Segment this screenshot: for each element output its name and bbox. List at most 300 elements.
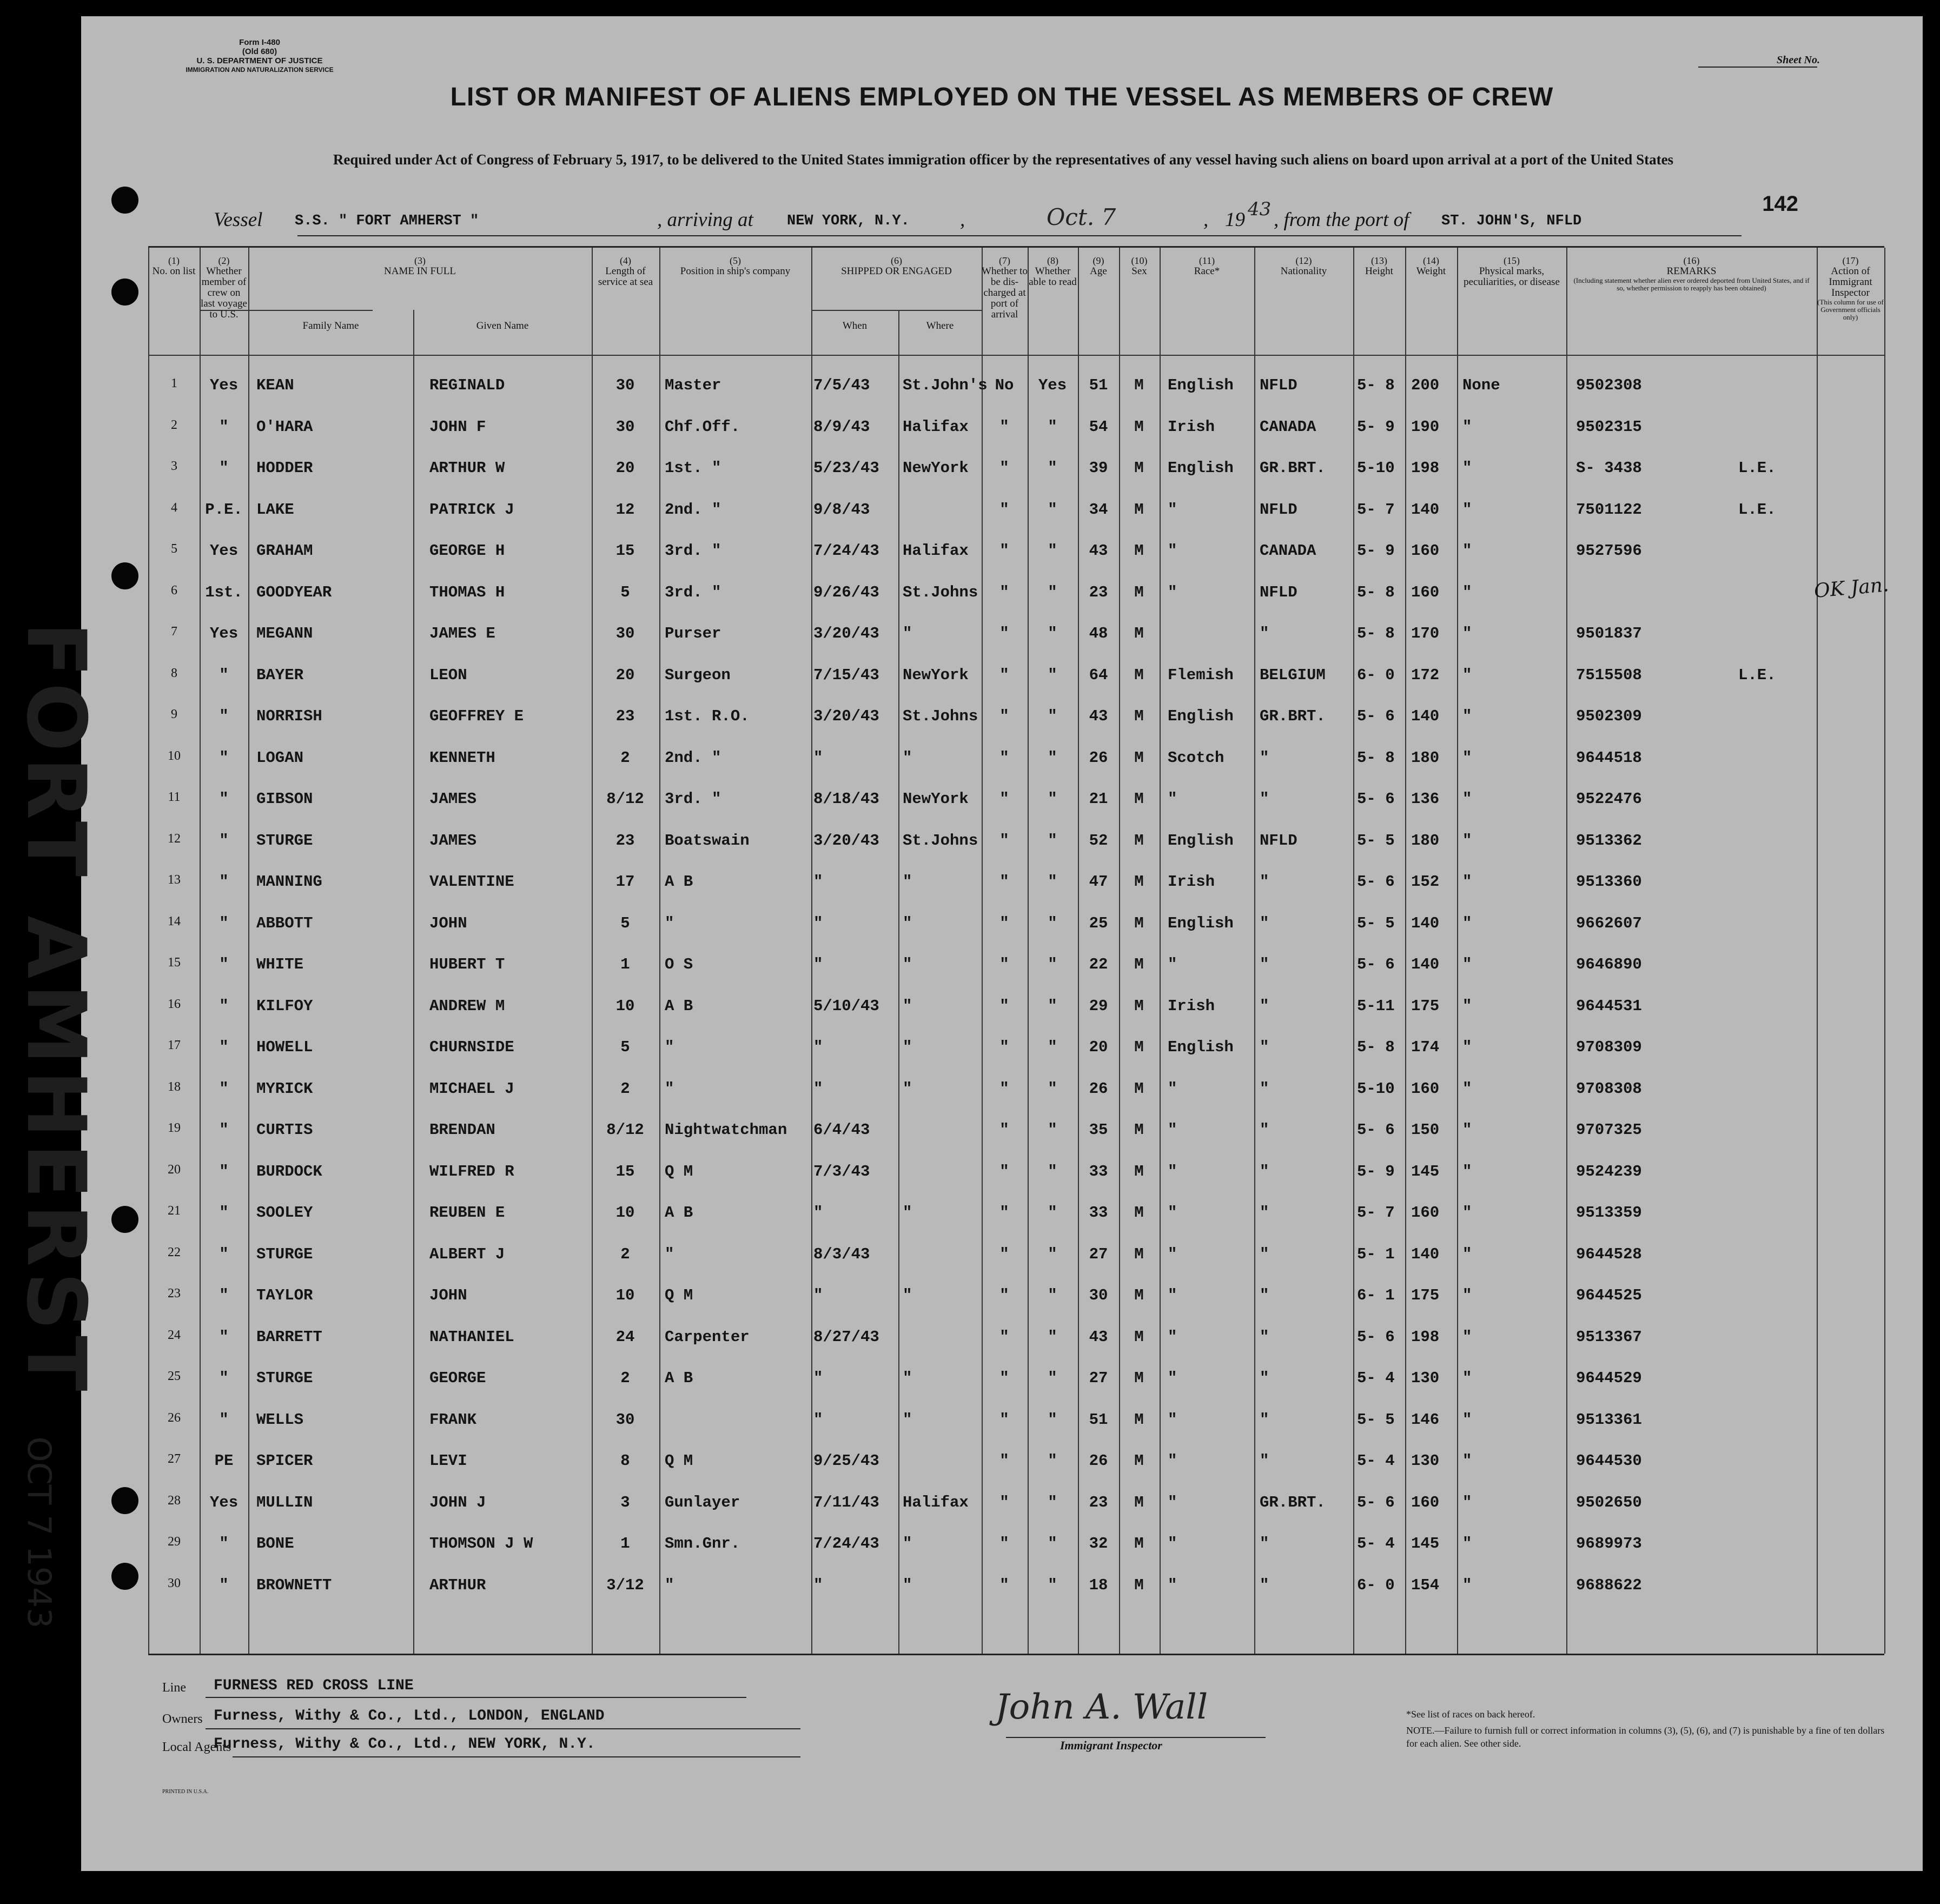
cell-read: " [1048, 1369, 1057, 1387]
cell-remarks: 9644518 [1576, 748, 1642, 767]
cell-last: 1st. [205, 583, 243, 601]
cell-no: 15 [168, 956, 181, 970]
cell-age: 33 [1089, 1204, 1108, 1222]
cell-age: 43 [1089, 542, 1108, 560]
cell-where: " [903, 1410, 912, 1429]
cell-when: 7/24/43 [813, 1535, 879, 1553]
cell-when: " [813, 748, 823, 767]
cell-sex: M [1134, 666, 1144, 684]
cell-marks: " [1462, 1535, 1472, 1553]
crew-row [148, 738, 1884, 779]
cell-given: ANDREW M [429, 997, 505, 1015]
cell-when: 7/15/43 [813, 666, 879, 684]
cell-disch: " [999, 1079, 1009, 1098]
cell-weight: 145 [1411, 1162, 1440, 1180]
cell-marks: " [1462, 1410, 1472, 1429]
cell-disch: " [999, 459, 1009, 477]
cell-last: " [219, 1286, 229, 1304]
cell-weight: 198 [1411, 1328, 1440, 1346]
cell-height: 5- 4 [1357, 1535, 1395, 1553]
cell-where: " [903, 1286, 912, 1304]
cell-race: " [1168, 1535, 1177, 1553]
cell-service: 2 [620, 1079, 630, 1098]
cell-sex: M [1134, 625, 1144, 642]
cell-given: JOHN [429, 1286, 467, 1304]
cell-marks: " [1462, 583, 1472, 601]
cell-no: 14 [168, 914, 181, 928]
cell-service: 3/12 [606, 1576, 644, 1594]
crew-row [148, 1358, 1884, 1399]
cell-given: PATRICK J [429, 500, 514, 519]
cell-no: 18 [168, 1079, 181, 1094]
cell-no: 9 [171, 707, 177, 721]
cell-service: 15 [615, 542, 635, 560]
cell-read: " [1048, 1162, 1057, 1180]
cell-family: GOODYEAR [256, 583, 332, 601]
cell-no: 11 [168, 790, 181, 804]
cell-weight: 140 [1411, 956, 1440, 973]
cell-position: A B [665, 1369, 693, 1387]
cell-family: CURTIS [256, 1121, 313, 1139]
cell-sex: M [1134, 707, 1144, 725]
cell-last: " [219, 666, 229, 684]
cell-marks: " [1462, 500, 1472, 519]
cell-given: REUBEN E [429, 1204, 505, 1222]
col-head-given-name: Given Name [476, 320, 529, 331]
cell-family: STURGE [256, 1245, 313, 1263]
cell-no: 21 [168, 1204, 181, 1218]
crew-row [148, 779, 1884, 820]
owners-value: Furness, Withy & Co., Ltd., LONDON, ENGLAND [214, 1708, 605, 1724]
cell-weight: 180 [1411, 748, 1440, 767]
cell-family: MYRICK [256, 1079, 313, 1098]
cell-when: 8/18/43 [813, 790, 879, 808]
cell-disch: " [999, 873, 1009, 891]
cell-race: " [1168, 1286, 1177, 1304]
col-head-family-name: Family Name [302, 320, 359, 331]
cell-height: 5- 8 [1357, 376, 1395, 394]
cell-last: " [219, 1535, 229, 1553]
crew-row [148, 904, 1884, 944]
cell-marks: " [1462, 1452, 1472, 1470]
cell-last: " [219, 956, 229, 973]
cell-position: Carpenter [665, 1328, 750, 1346]
cell-given: THOMAS H [429, 583, 505, 601]
cell-position: Q M [665, 1162, 693, 1180]
cell-marks: " [1462, 956, 1472, 973]
col-head-name: (3) NAME IN FULL [384, 255, 456, 277]
col-head-sex: (10) Sex [1131, 255, 1148, 277]
crew-row [148, 1193, 1884, 1233]
cell-weight: 152 [1411, 873, 1440, 891]
cell-remarks: 9513362 [1576, 831, 1642, 850]
cell-weight: 172 [1411, 666, 1440, 684]
crew-row [148, 945, 1884, 985]
cell-where: " [903, 1038, 912, 1056]
fine-note: NOTE.—Failure to furnish full or correct information in columns (3), (5), (6), and (7) is punishable by a fine of ten dollars for each alien. See other side. [1406, 1725, 1885, 1749]
year-prefix: 19 [1225, 209, 1245, 231]
cell-race: Flemish [1168, 666, 1234, 684]
cell-nat: " [1260, 1369, 1269, 1387]
cell-position: 2nd. " [665, 748, 721, 767]
cell-family: HOWELL [256, 1038, 313, 1056]
cell-marks: " [1462, 1162, 1472, 1180]
cell-sex: M [1134, 956, 1144, 973]
cell-disch: " [999, 1245, 1009, 1263]
cell-height: 5- 6 [1357, 790, 1395, 808]
cell-disch: " [999, 542, 1009, 560]
cell-service: 23 [615, 831, 635, 850]
cell-no: 23 [168, 1286, 181, 1301]
cell-position: A B [665, 1204, 693, 1222]
crew-row [148, 1400, 1884, 1441]
sheet-number-stamp: 142 [1762, 192, 1798, 216]
cell-position: Chf.Off. [665, 417, 740, 436]
cell-last: " [219, 1576, 229, 1594]
cell-marks: " [1462, 1576, 1472, 1594]
cell-last: Yes [209, 376, 239, 394]
cell-remarks: 9644525 [1576, 1286, 1642, 1304]
cell-race: " [1168, 1452, 1177, 1470]
cell-when: " [813, 1576, 823, 1594]
cell-remarks: 9522476 [1576, 790, 1642, 808]
cell-service: 15 [615, 1162, 635, 1180]
cell-when: 9/8/43 [813, 500, 870, 519]
crew-row [148, 696, 1884, 737]
cell-nat: " [1260, 1328, 1269, 1346]
cell-marks: " [1462, 997, 1472, 1015]
crew-row [148, 614, 1884, 654]
cell-remarks: 9513361 [1576, 1410, 1642, 1429]
cell-where: Halifax [903, 542, 969, 560]
cell-sex: M [1134, 376, 1144, 394]
cell-sex: M [1134, 1121, 1144, 1139]
service-name: IMMIGRATION AND NATURALIZATION SERVICE [186, 66, 334, 74]
cell-read: " [1048, 1452, 1057, 1470]
cell-disch: " [999, 500, 1009, 519]
cell-when: 7/24/43 [813, 542, 879, 560]
cell-last: " [219, 1328, 229, 1346]
cell-remarks2: L.E. [1738, 459, 1776, 477]
cell-sex: M [1134, 1038, 1144, 1056]
cell-sex: M [1134, 997, 1144, 1015]
cell-sex: M [1134, 1535, 1144, 1553]
cell-age: 29 [1089, 997, 1108, 1015]
cell-age: 34 [1089, 500, 1108, 519]
stamp-date: OCT 7 1943 [20, 1436, 58, 1629]
cell-remarks: 9662607 [1576, 914, 1642, 932]
col-head-remarks: (16) REMARKS (Including statement whether alien ever ordered deported from United States, and if so, whether permission to reapply has been obtained) [1573, 255, 1810, 292]
col-head-no: (1) No. on list [152, 255, 196, 277]
cell-no: 3 [171, 459, 177, 473]
crew-row [148, 1483, 1884, 1523]
cell-age: 52 [1089, 831, 1108, 850]
cell-height: 5- 1 [1357, 1245, 1395, 1263]
cell-nat: " [1260, 1286, 1269, 1304]
cell-given: WILFRED R [429, 1162, 514, 1180]
cell-where: " [903, 1576, 912, 1594]
cell-height: 5- 7 [1357, 500, 1395, 519]
cell-remarks: 9513367 [1576, 1328, 1642, 1346]
cell-position: Smn.Gnr. [665, 1535, 740, 1553]
cell-position: " [665, 1079, 674, 1098]
cell-no: 27 [168, 1452, 181, 1466]
col-head-read: (8) Whether able to read [1029, 255, 1077, 288]
cell-read: " [1048, 707, 1057, 725]
cell-race: " [1168, 1493, 1177, 1511]
cell-family: ABBOTT [256, 914, 313, 932]
crew-row [148, 1565, 1884, 1606]
cell-sex: M [1134, 831, 1144, 850]
cell-read: " [1048, 542, 1057, 560]
cell-age: 48 [1089, 625, 1108, 642]
cell-height: 5- 8 [1357, 748, 1395, 767]
cell-when: " [813, 1204, 823, 1222]
cell-nat: " [1260, 873, 1269, 891]
cell-race: Scotch [1168, 748, 1224, 767]
cell-given: FRANK [429, 1410, 477, 1429]
col-head-position: (5) Position in ship's company [680, 255, 791, 277]
cell-given: GEORGE [429, 1369, 486, 1387]
cell-where: NewYork [903, 459, 969, 477]
cell-age: 47 [1089, 873, 1108, 891]
col-head-weight: (14) Weight [1416, 255, 1446, 277]
cell-family: STURGE [256, 1369, 313, 1387]
cell-age: 43 [1089, 707, 1108, 725]
cell-height: 5-11 [1357, 997, 1395, 1015]
crew-row [148, 1027, 1884, 1068]
cell-service: 5 [620, 1038, 630, 1056]
cell-family: SOOLEY [256, 1204, 313, 1222]
cell-given: HUBERT T [429, 956, 505, 973]
cell-when: 8/9/43 [813, 417, 870, 436]
cell-weight: 160 [1411, 1493, 1440, 1511]
cell-service: 30 [615, 1410, 635, 1429]
cell-race: " [1168, 790, 1177, 808]
cell-no: 30 [168, 1576, 181, 1590]
cell-height: 5- 5 [1357, 1410, 1395, 1429]
cell-marks: " [1462, 666, 1472, 684]
cell-position: 3rd. " [665, 583, 721, 601]
cell-last: " [219, 459, 229, 477]
cell-age: 27 [1089, 1245, 1108, 1263]
cell-height: 5- 6 [1357, 707, 1395, 725]
cell-service: 5 [620, 583, 630, 601]
cell-sex: M [1134, 1328, 1144, 1346]
cell-age: 26 [1089, 1452, 1108, 1470]
cell-age: 54 [1089, 417, 1108, 436]
cell-marks: " [1462, 1369, 1472, 1387]
cell-race: English [1168, 831, 1234, 850]
cell-race: Irish [1168, 417, 1215, 436]
cell-age: 26 [1089, 748, 1108, 767]
cell-sex: M [1134, 1286, 1144, 1304]
crew-row [148, 1524, 1884, 1564]
form-identifier [173, 38, 346, 75]
cell-last: " [219, 1369, 229, 1387]
cell-given: ALBERT J [429, 1245, 505, 1263]
cell-nat: " [1260, 1121, 1269, 1139]
cell-disch: " [999, 997, 1009, 1015]
department-name: U. S. DEPARTMENT OF JUSTICE [196, 56, 323, 65]
cell-sex: M [1134, 583, 1144, 601]
cell-family: BAYER [256, 666, 304, 684]
cell-family: STURGE [256, 831, 313, 850]
col-head-age: (9) Age [1090, 255, 1107, 277]
form-number: Form I-480 [239, 38, 280, 47]
cell-sex: M [1134, 542, 1144, 560]
cell-age: 30 [1089, 1286, 1108, 1304]
cell-sex: M [1134, 459, 1144, 477]
cell-read: " [1048, 1328, 1057, 1346]
cell-weight: 130 [1411, 1452, 1440, 1470]
cell-given: JAMES [429, 831, 477, 850]
cell-no: 1 [171, 376, 177, 390]
cell-disch: " [999, 1369, 1009, 1387]
cell-last: " [219, 1410, 229, 1429]
cell-race: " [1168, 1204, 1177, 1222]
line-value: FURNESS RED CROSS LINE [214, 1677, 414, 1694]
cell-given: BRENDAN [429, 1121, 495, 1139]
cell-last: " [219, 748, 229, 767]
cell-weight: 198 [1411, 459, 1440, 477]
cell-sex: M [1134, 748, 1144, 767]
cell-when: " [813, 1079, 823, 1098]
cell-age: 22 [1089, 956, 1108, 973]
agents-label: Local Agents [162, 1740, 231, 1754]
crew-row [148, 1110, 1884, 1151]
stamp-vessel-name: FORT AMHERST [9, 622, 103, 1397]
cell-position: 3rd. " [665, 790, 721, 808]
cell-nat: " [1260, 1452, 1269, 1470]
cell-remarks2: OK Jan. [1813, 573, 1890, 602]
cell-given: GEORGE H [429, 542, 505, 560]
cell-no: 10 [168, 748, 181, 763]
crew-row [148, 573, 1890, 613]
cell-where: NewYork [903, 790, 969, 808]
cell-disch: " [999, 1452, 1009, 1470]
cell-disch: " [999, 1204, 1009, 1222]
shipped-subheader-rule [811, 310, 982, 311]
cell-read: " [1048, 1286, 1057, 1304]
cell-disch: " [999, 1576, 1009, 1594]
cell-remarks: 9513359 [1576, 1204, 1642, 1222]
cell-service: 30 [615, 376, 635, 394]
cell-sex: M [1134, 1576, 1144, 1594]
cell-sex: M [1134, 417, 1144, 436]
cell-nat: NFLD [1260, 583, 1297, 601]
cell-where: NewYork [903, 666, 969, 684]
cell-age: 33 [1089, 1162, 1108, 1180]
col-head-marks: (15) Physical marks, peculiarities, or disease [1464, 255, 1560, 288]
cell-family: SPICER [256, 1452, 313, 1470]
cell-read: " [1048, 790, 1057, 808]
cell-service: 30 [615, 417, 635, 436]
cell-nat: " [1260, 1410, 1269, 1429]
cell-where: Halifax [903, 1493, 969, 1511]
cell-given: KENNETH [429, 748, 495, 767]
cell-when: " [813, 1410, 823, 1429]
cell-height: 5- 6 [1357, 1493, 1395, 1511]
crew-row [148, 1441, 1884, 1482]
cell-nat: GR.BRT. [1260, 1493, 1326, 1511]
cell-position: Q M [665, 1452, 693, 1470]
cell-position: Surgeon [665, 666, 731, 684]
cell-remarks: 9502315 [1576, 417, 1642, 436]
cell-disch: " [999, 1328, 1009, 1346]
cell-remarks: 9501837 [1576, 625, 1642, 642]
cell-marks: " [1462, 1204, 1472, 1222]
line-label: Line [162, 1681, 186, 1695]
cell-service: 10 [615, 1286, 635, 1304]
cell-height: 5-10 [1357, 1079, 1395, 1098]
document-subtitle: Required under Act of Congress of February 5, 1917, to be delivered to the United States immigration officer by the representatives of any vessel having such aliens on board upon arrival at a port of the United States [333, 151, 1674, 168]
cell-family: TAYLOR [256, 1286, 313, 1304]
cell-position: Q M [665, 1286, 693, 1304]
cell-read: " [1048, 666, 1057, 684]
cell-marks: " [1462, 873, 1472, 891]
cell-weight: 160 [1411, 542, 1440, 560]
cell-no: 4 [171, 500, 177, 515]
cell-marks: " [1462, 625, 1472, 642]
cell-remarks: 7515508 [1576, 666, 1642, 684]
cell-height: 5- 6 [1357, 1328, 1395, 1346]
cell-family: MEGANN [256, 625, 313, 642]
cell-marks: " [1462, 1286, 1472, 1304]
cell-family: BROWNETT [256, 1576, 332, 1594]
cell-service: 8 [620, 1452, 630, 1470]
cell-age: 20 [1089, 1038, 1108, 1056]
cell-no: 19 [168, 1121, 181, 1135]
cell-when: 3/20/43 [813, 625, 879, 642]
printed-mark: PRINTED IN U.S.A. [162, 1789, 209, 1795]
cell-disch: " [999, 914, 1009, 932]
cell-weight: 140 [1411, 707, 1440, 725]
cell-when: 5/23/43 [813, 459, 879, 477]
cell-disch: " [999, 1121, 1009, 1139]
cell-read: " [1048, 1204, 1057, 1222]
cell-nat: GR.BRT. [1260, 459, 1326, 477]
cell-family: HODDER [256, 459, 313, 477]
cell-disch: " [999, 707, 1009, 725]
cell-given: REGINALD [429, 376, 505, 394]
cell-race: " [1168, 1576, 1177, 1594]
races-note: *See list of races on back hereof. [1406, 1709, 1535, 1720]
cell-marks: " [1462, 417, 1472, 436]
cell-nat: " [1260, 790, 1269, 808]
cell-marks: " [1462, 542, 1472, 560]
cell-service: 5 [620, 914, 630, 932]
cell-height: 6- 0 [1357, 1576, 1395, 1594]
cell-position: Gunlayer [665, 1493, 740, 1511]
cell-weight: 150 [1411, 1121, 1440, 1139]
cell-read: " [1048, 1245, 1057, 1263]
cell-no: 8 [171, 666, 177, 680]
cell-last: Yes [209, 625, 239, 642]
cell-nat: CANADA [1260, 417, 1316, 436]
cell-sex: M [1134, 500, 1144, 519]
cell-race: " [1168, 956, 1177, 973]
form-old-number: (Old 680) [242, 47, 277, 56]
cell-race: English [1168, 459, 1234, 477]
cell-position: Nightwatchman [665, 1121, 787, 1139]
vessel-name: S.S. " FORT AMHERST " [295, 213, 479, 229]
cell-family: GIBSON [256, 790, 313, 808]
cell-nat: " [1260, 1245, 1269, 1263]
cell-position: Master [665, 376, 721, 394]
cell-no: 6 [171, 583, 177, 598]
cell-remarks: 9513360 [1576, 873, 1642, 891]
